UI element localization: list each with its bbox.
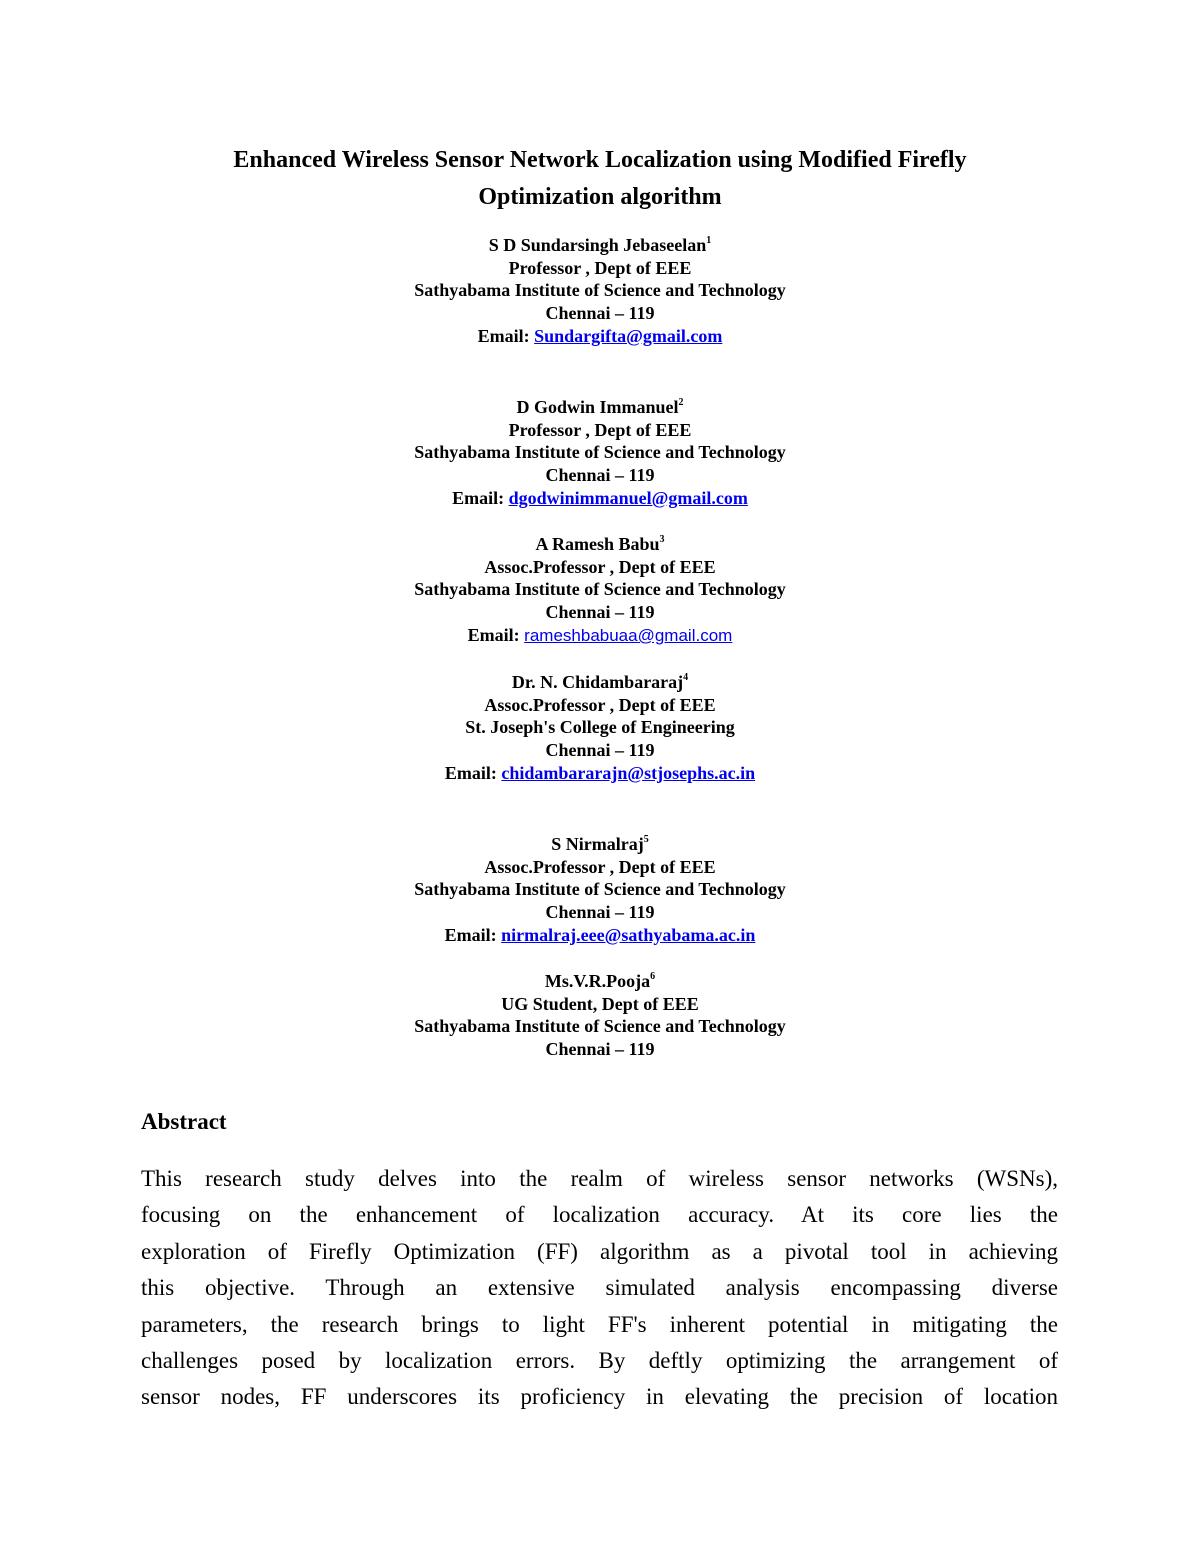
abstract-line: challenges posed by localization errors. By deftly optimizing the arrangement of bbox=[141, 1348, 1058, 1374]
author-affiliation-number: 2 bbox=[678, 397, 684, 408]
author-institution: Sathyabama Institute of Science and Technology bbox=[414, 442, 786, 463]
email-link[interactable]: Sundargifta@gmail.com bbox=[534, 325, 723, 346]
email-label: Email: bbox=[467, 624, 520, 645]
author-email-line bbox=[200, 762, 1000, 785]
author-city: Chennai – 119 bbox=[545, 602, 655, 623]
author-name-line bbox=[200, 533, 1000, 556]
author-city: Chennai – 119 bbox=[545, 1039, 655, 1060]
author-institution: Sathyabama Institute of Science and Technology bbox=[414, 579, 786, 600]
author-institution: Sathyabama Institute of Science and Technology bbox=[414, 280, 786, 301]
paper-title bbox=[140, 142, 1060, 216]
author-position: Assoc.Professor , Dept of EEE bbox=[484, 856, 716, 877]
author-block-2 bbox=[200, 396, 1000, 510]
author-name-line bbox=[200, 396, 1000, 419]
author-email-line bbox=[200, 624, 1000, 648]
abstract-line: exploration of Firefly Optimization (FF) algorithm as a pivotal tool in achieving bbox=[141, 1238, 1058, 1264]
author-position: UG Student, Dept of EEE bbox=[501, 993, 699, 1014]
email-label: Email: bbox=[477, 325, 530, 346]
abstract-body bbox=[141, 1161, 1058, 1416]
author-block-5 bbox=[200, 833, 1000, 947]
author-affiliation-number: 5 bbox=[643, 834, 649, 845]
author-position: Professor , Dept of EEE bbox=[508, 419, 692, 440]
author-email-line bbox=[200, 325, 1000, 348]
author-name-line bbox=[200, 970, 1000, 993]
author-city: Chennai – 119 bbox=[545, 902, 655, 923]
author-institution: Sathyabama Institute of Science and Technology bbox=[414, 1016, 786, 1037]
abstract-line: parameters, the research brings to light FF's inherent potential in mitigating the bbox=[141, 1311, 1058, 1337]
author-email-line bbox=[200, 924, 1000, 947]
author-name: A Ramesh Babu bbox=[535, 534, 660, 554]
author-affiliation-number: 1 bbox=[706, 235, 712, 246]
author-position: Assoc.Professor , Dept of EEE bbox=[484, 694, 716, 715]
author-name: D Godwin Immanuel bbox=[516, 397, 679, 417]
abstract-line: focusing on the enhancement of localization accuracy. At its core lies the bbox=[141, 1202, 1058, 1228]
author-name: S D Sundarsingh Jebaseelan bbox=[488, 235, 707, 255]
author-city: Chennai – 119 bbox=[545, 465, 655, 486]
email-link[interactable]: nirmalraj.eee@sathyabama.ac.in bbox=[501, 924, 756, 945]
author-email-line bbox=[200, 487, 1000, 510]
author-position: Assoc.Professor , Dept of EEE bbox=[484, 556, 716, 577]
email-label: Email: bbox=[452, 487, 505, 508]
author-affiliation-number: 3 bbox=[659, 534, 665, 545]
abstract-heading: Abstract bbox=[141, 1109, 227, 1134]
author-city: Chennai – 119 bbox=[545, 740, 655, 761]
author-name: S Nirmalraj bbox=[551, 834, 644, 854]
abstract-line: sensor nodes, FF underscores its proficiency in elevating the precision of location bbox=[141, 1384, 1058, 1410]
author-city: Chennai – 119 bbox=[545, 303, 655, 324]
author-name-line bbox=[200, 833, 1000, 856]
abstract-line: This research study delves into the realm of wireless sensor networks (WSNs), bbox=[141, 1166, 1058, 1191]
author-name-line bbox=[200, 234, 1000, 257]
author-affiliation-number: 6 bbox=[650, 971, 656, 982]
author-block-6 bbox=[200, 970, 1000, 1061]
title-line-1: Enhanced Wireless Sensor Network Localization using Modified Firefly bbox=[233, 147, 967, 173]
email-link[interactable]: dgodwinimmanuel@gmail.com bbox=[508, 487, 748, 508]
author-affiliation-number: 4 bbox=[683, 672, 689, 683]
author-institution: Sathyabama Institute of Science and Technology bbox=[414, 879, 786, 900]
title-line-2: Optimization algorithm bbox=[478, 184, 722, 210]
email-label: Email: bbox=[444, 924, 497, 945]
author-name: Ms.V.R.Pooja bbox=[544, 971, 651, 991]
author-block-1 bbox=[200, 234, 1000, 348]
author-name: Dr. N. Chidambararaj bbox=[511, 672, 684, 692]
abstract-line: this objective. Through an extensive simulated analysis encompassing diverse bbox=[141, 1275, 1058, 1301]
author-institution: St. Joseph's College of Engineering bbox=[465, 717, 735, 738]
author-block-3 bbox=[200, 533, 1000, 648]
email-link[interactable]: rameshbabuaa@gmail.com bbox=[524, 625, 733, 645]
author-position: Professor , Dept of EEE bbox=[508, 257, 692, 278]
email-label: Email: bbox=[444, 762, 497, 783]
author-name-line bbox=[200, 671, 1000, 694]
email-link[interactable]: chidambararajn@stjosephs.ac.in bbox=[501, 762, 756, 783]
author-block-4 bbox=[200, 671, 1000, 785]
